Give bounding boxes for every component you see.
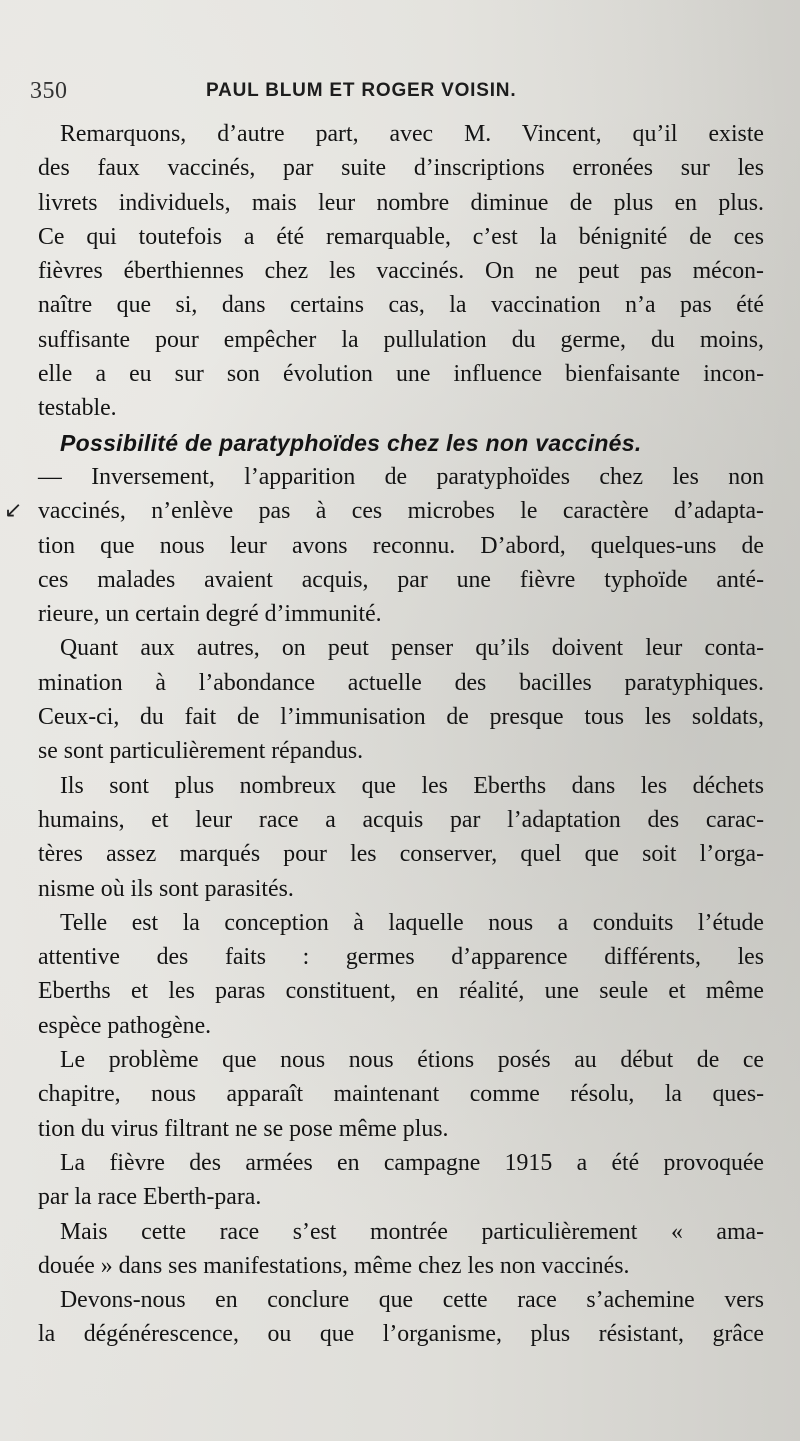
page-number: 350 — [30, 78, 68, 104]
text-line: suffisante pour empêcher la pullulation du germe, du moins, — [38, 326, 764, 353]
text-line: tion du virus filtrant ne se pose même plus. — [38, 1115, 449, 1142]
text-line: chapitre, nous apparaît maintenant comme résolu, la ques- — [38, 1081, 764, 1108]
text-line: rieure, un certain degré d’immunité. — [38, 601, 382, 628]
text-line: attentive des faits : germes d’apparence différents, les — [38, 944, 764, 971]
text-line: fièvres éberthiennes chez les vaccinés. On ne peut pas mécon- — [38, 258, 764, 285]
margin-mark: ↙ — [4, 497, 23, 522]
text-line: Ceux-ci, du fait de l’immunisation de presque tous les soldats, — [38, 704, 764, 731]
text-line: — Inversement, l’apparition de paratyphoïdes chez les non — [38, 463, 764, 490]
text-line: nisme où ils sont parasités. — [38, 875, 294, 902]
text-line: ces malades avaient acquis, par une fièvre typhoïde anté- — [38, 566, 764, 593]
text-line: Eberths et les paras constituent, en réalité, une seule et même — [38, 978, 764, 1005]
paragraph — [38, 1146, 764, 1215]
text-line: La fièvre des armées en campagne 1915 a été provoquée — [60, 1149, 764, 1176]
section-heading: Possibilité de paratyphoïdes chez les non vaccinés. — [60, 429, 642, 456]
text-line: tion que nous leur avons reconnu. D’abord, quelques-uns de — [38, 532, 764, 559]
text-line: tères assez marqués pour les conserver, quel que soit l’orga- — [38, 841, 764, 868]
text-line: elle a eu sur son évolution une influence bienfaisante incon- — [38, 361, 764, 388]
text-line: livrets individuels, mais leur nombre diminue de plus en plus. — [38, 189, 764, 216]
text-line: vaccinés, n’enlève pas à ces microbes le caractère d’adapta- — [38, 498, 764, 525]
text-line: Remarquons, d’autre part, avec M. Vincent, qu’il existe — [60, 121, 764, 147]
text-line: Ce qui toutefois a été remarquable, c’est la bénignité de ces — [38, 223, 764, 250]
text-line: Le problème que nous nous étions posés au début de ce — [60, 1047, 764, 1074]
paragraph — [38, 1283, 764, 1352]
text-line: Mais cette race s’est montrée particulièrement « ama- — [60, 1218, 764, 1245]
paragraph — [38, 906, 764, 1043]
text-line: humains, et leur race a acquis par l’adaptation des carac- — [38, 806, 764, 833]
paragraph — [38, 1215, 764, 1284]
text-line: Telle est la conception à laquelle nous a conduits l’étude — [60, 909, 764, 936]
paragraph — [38, 117, 764, 426]
text-line: par la race Eberth-para. — [38, 1184, 262, 1211]
body-text — [38, 117, 764, 1352]
text-line: testable. — [38, 395, 117, 422]
text-line: espèce pathogène. — [38, 1012, 212, 1039]
text-line: mination à l’abondance actuelle des bacilles paratyphiques. — [38, 669, 764, 696]
paragraph — [38, 1043, 764, 1146]
running-head: PAUL BLUM ET ROGER VOISIN. — [206, 80, 517, 101]
section-paragraph — [38, 426, 764, 632]
paragraph — [38, 631, 764, 768]
paragraph — [38, 769, 764, 906]
text-line: Devons-nous en conclure que cette race s’achemine vers — [60, 1287, 764, 1314]
text-line: des faux vaccinés, par suite d’inscriptions erronées sur les — [38, 155, 764, 182]
text-line: la dégénérescence, ou que l’organisme, plus résistant, grâce — [38, 1321, 764, 1348]
text-line: Quant aux autres, on peut penser qu’ils doivent leur conta- — [60, 635, 764, 662]
text-line: douée » dans ses manifestations, même chez les non vaccinés. — [38, 1252, 630, 1279]
text-line: se sont particulièrement répandus. — [38, 738, 364, 765]
text-line: Ils sont plus nombreux que les Eberths dans les déchets — [60, 772, 764, 799]
text-line: naître que si, dans certains cas, la vaccination n’a pas été — [38, 292, 764, 319]
